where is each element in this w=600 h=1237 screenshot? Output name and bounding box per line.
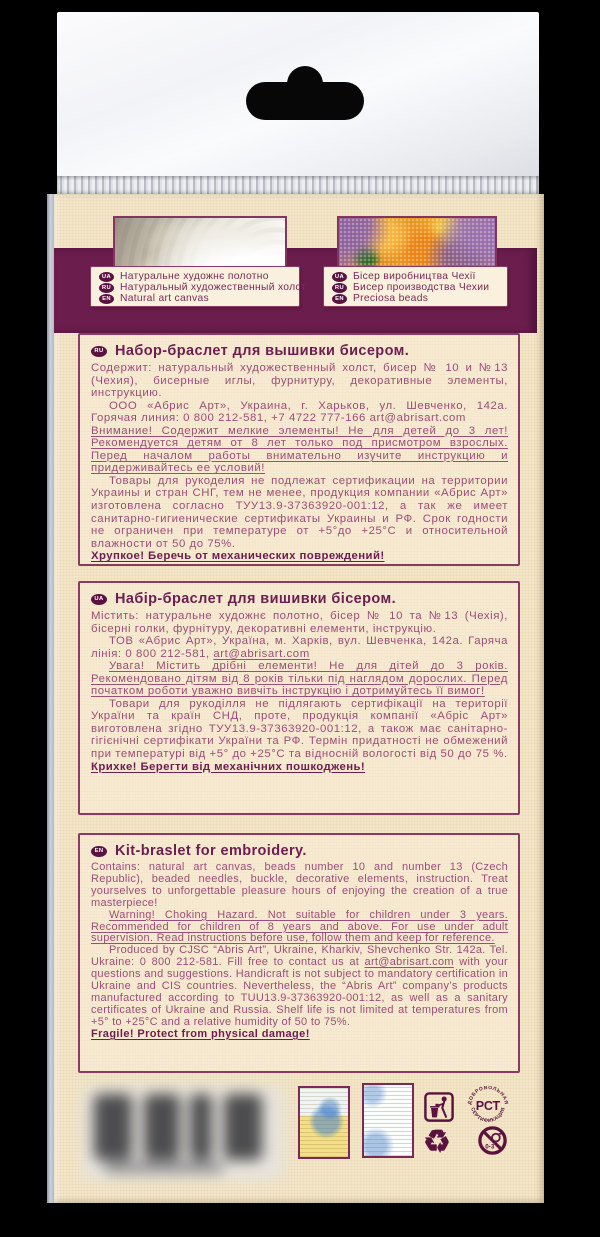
info-block-en	[78, 833, 520, 1073]
caption-text: Натуральный художественный холст	[120, 282, 306, 294]
block-paragraph	[91, 475, 508, 550]
block-title	[91, 843, 508, 859]
blurred-barcode-area	[82, 1086, 284, 1180]
block-title	[91, 591, 508, 607]
rst-arc-bottom-text: СЕРТИФИКАЦИЯ	[469, 1106, 507, 1124]
paragraph-segment: Warning! Choking Hazard. Not suitable for children under 3 years. Recommended for children of 8 years and above. For use under adult supervision. Read instructions before use, follow them and keep for reference.	[91, 908, 508, 945]
paragraph-segment: Produced by CJSC “Abris Art”, Ukraine, Kharkiv, Shevchenko Str. 142a. Tel. Ukraine: 0 800 212-581. Fill free to contact us at	[91, 944, 508, 969]
paragraph-segment: Містить: натуральне художнє полотно, бісер № 10 та №13 (Чехія), бісерні голки, фурнітуру, декоративні елементи, інструкцію.	[91, 610, 508, 635]
bag-weld-strip	[57, 176, 539, 194]
recycle-glyph: ♻	[423, 1124, 451, 1159]
paragraph-segment: Fragile! Protect from physical damage!	[91, 1027, 310, 1040]
caption-text: Бісер виробництва Чехії	[353, 271, 476, 283]
no-children-0-3-icon	[477, 1125, 508, 1161]
paragraph-segment: Хрупкое! Беречь от механических повреждений!	[91, 550, 385, 563]
block-paragraph	[91, 945, 508, 1028]
beads-caption-box	[323, 266, 508, 307]
caption-row	[99, 271, 299, 282]
info-block-ru	[78, 333, 520, 566]
caption-row	[99, 282, 306, 294]
paragraph-segment: art@abrisart.com	[364, 956, 454, 969]
info-block-ua	[78, 581, 520, 815]
block-paragraph	[91, 660, 508, 698]
no-children-label: 0-3	[485, 1143, 495, 1151]
block-paragraph	[91, 610, 508, 635]
paragraph-segment: ТОВ «Абрис Арт», Україна, м. Харків, вул. Шевченка, 142а. Гаряча лінія: 0 800 212-581,	[91, 635, 508, 660]
caption-row	[332, 293, 507, 304]
russia-certificate-thumbnail	[362, 1083, 414, 1158]
block-title-text: Набір-браслет для вишивки бісером.	[115, 591, 397, 607]
caption-text: Бисер производства Чехии	[353, 282, 490, 294]
plastic-bag-header	[57, 12, 539, 177]
lang-badge-ru: RU	[91, 346, 107, 357]
lang-badge-ua: UA	[99, 272, 114, 282]
caption-text: Natural art canvas	[120, 293, 209, 305]
lang-badge-ru: RU	[332, 283, 347, 293]
rst-arc-top-text: ДОБРОВОЛЬНАЯ	[466, 1086, 510, 1106]
lang-badge-ua: UA	[332, 272, 347, 282]
blur-bar	[190, 1094, 212, 1160]
rst-letters: РСТ	[475, 1099, 501, 1113]
lang-badge-en: EN	[99, 294, 114, 304]
paragraph-segment: Товары для рукоделия не подлежат сертификации на территории Украины и стран СНГ, тем не менее, продукция компании «Абрис Арт» изготовлена согласно ТУУ13.9-37363920-001:12, а так же имеет санитарно-гигиенические сертификаты Украины и РФ. Срок годности не ограничен при температуре от +5°до +25°С и относительной влажности от 50 до 75%.	[91, 474, 508, 550]
blur-bar	[94, 1094, 132, 1160]
paragraph-segment: Contains: natural art canvas, beads number 10 and number 13 (Czech Republic), beaded needles, buckle, decorative elements, instruction. Treat yourselves to unforgettable pleasure hours of enjoying the creation of a true masterpiece!	[91, 861, 508, 909]
lang-badge-en: EN	[332, 294, 347, 304]
paragraph-segment: ООО «Абрис Арт», Украина, г. Харьков, ул. Шевченко, 142а. Горячая линия: 0 800 212-581, +7 4722 777-166 art@abrisart.com	[91, 399, 508, 425]
euro-hang-hole-bump	[287, 66, 323, 102]
block-paragraph	[91, 698, 508, 761]
block-paragraph	[91, 862, 508, 910]
canvas-caption-box	[90, 266, 306, 307]
block-title-text: Набор-браслет для вышивки бисером.	[115, 343, 410, 359]
recycle-icon	[423, 1126, 451, 1157]
canvas-rolls-photo	[113, 216, 287, 268]
paragraph-segment: with your questions and suggestions. Handicraft is not subject to mandatory certification in Ukraine and CIS countries. Nevertheless, the “Abris Art” company’s products manufactured according to TUU13.9-37363920-001:12, as well as a sanitary certificates of Ukraine and Russia. Shelf life is not limited at temperatures from +5° to +25°C and a relative humidity of 50 to 75%.	[91, 956, 509, 1028]
paragraph-segment: Товари для рукоділля не підлягають сертифікації на території України та країн СНД, проте, продукція компанії «Абріс Арт» виготовлена згідно ТУУ13.9-37363920-001:12, а також має санітарно-гігієнічні сертифікати України та РФ. Термін придатності не обмежений при температурі від +5° до +25°С та відносній вологості від 50 до 75 %.	[91, 697, 508, 761]
block-paragraph	[91, 400, 508, 425]
caption-row	[332, 282, 507, 293]
block-paragraph	[91, 550, 508, 563]
caption-row	[332, 271, 507, 282]
lang-badge-ua: UA	[91, 594, 107, 605]
block-paragraph	[91, 1029, 508, 1041]
ukraine-certificate-thumbnail	[298, 1086, 350, 1159]
caption-text: Preciosa beads	[353, 293, 429, 305]
block-paragraph	[91, 425, 508, 475]
block-title	[91, 343, 508, 359]
lang-badge-ru: RU	[99, 283, 114, 293]
block-paragraph	[91, 635, 508, 660]
block-paragraph	[91, 910, 508, 946]
block-paragraph	[91, 761, 508, 774]
lang-badge-en: EN	[91, 846, 107, 857]
rst-voluntary-certification-icon	[466, 1086, 510, 1129]
blur-bar	[104, 1162, 224, 1173]
beadwork-flowers-photo	[337, 216, 497, 268]
paragraph-segment: art@abrisart.com	[213, 647, 310, 660]
paragraph-segment: Крихке! Берегти від механічних пошкоджень!	[91, 760, 366, 773]
block-title-text: Kit-braslet for embroidery.	[115, 843, 307, 859]
caption-text: Натуральне художнє полотно	[120, 271, 269, 283]
block-paragraph	[91, 362, 508, 400]
tidy-man-icon	[424, 1092, 454, 1127]
caption-row	[99, 293, 299, 304]
paragraph-segment: Увага! Містить дрібні елементи! Не для дітей до 3 років. Рекомендовано дітям від 8 років тільки під наглядом дорослих. Перед початком роботи уважно вивчіть інструкцію і дотримуйтесь її вимог!	[91, 660, 508, 698]
blur-bar	[224, 1094, 262, 1160]
blur-bar	[144, 1094, 180, 1160]
paragraph-segment: Внимание! Содержит мелкие элементы! Не для детей до 3 лет! Рекомендуется детям от 8 лет только под присмотром взрослых. Перед началом работы внимательно изучите инструкцию и придерживайтесь ее условий!	[91, 424, 508, 475]
paragraph-segment: Содержит: натуральный художественный холст, бисер № 10 и №13 (Чехия), бисерные иглы, фурнитуру, декоративные элементы, инструкцию.	[91, 362, 508, 400]
